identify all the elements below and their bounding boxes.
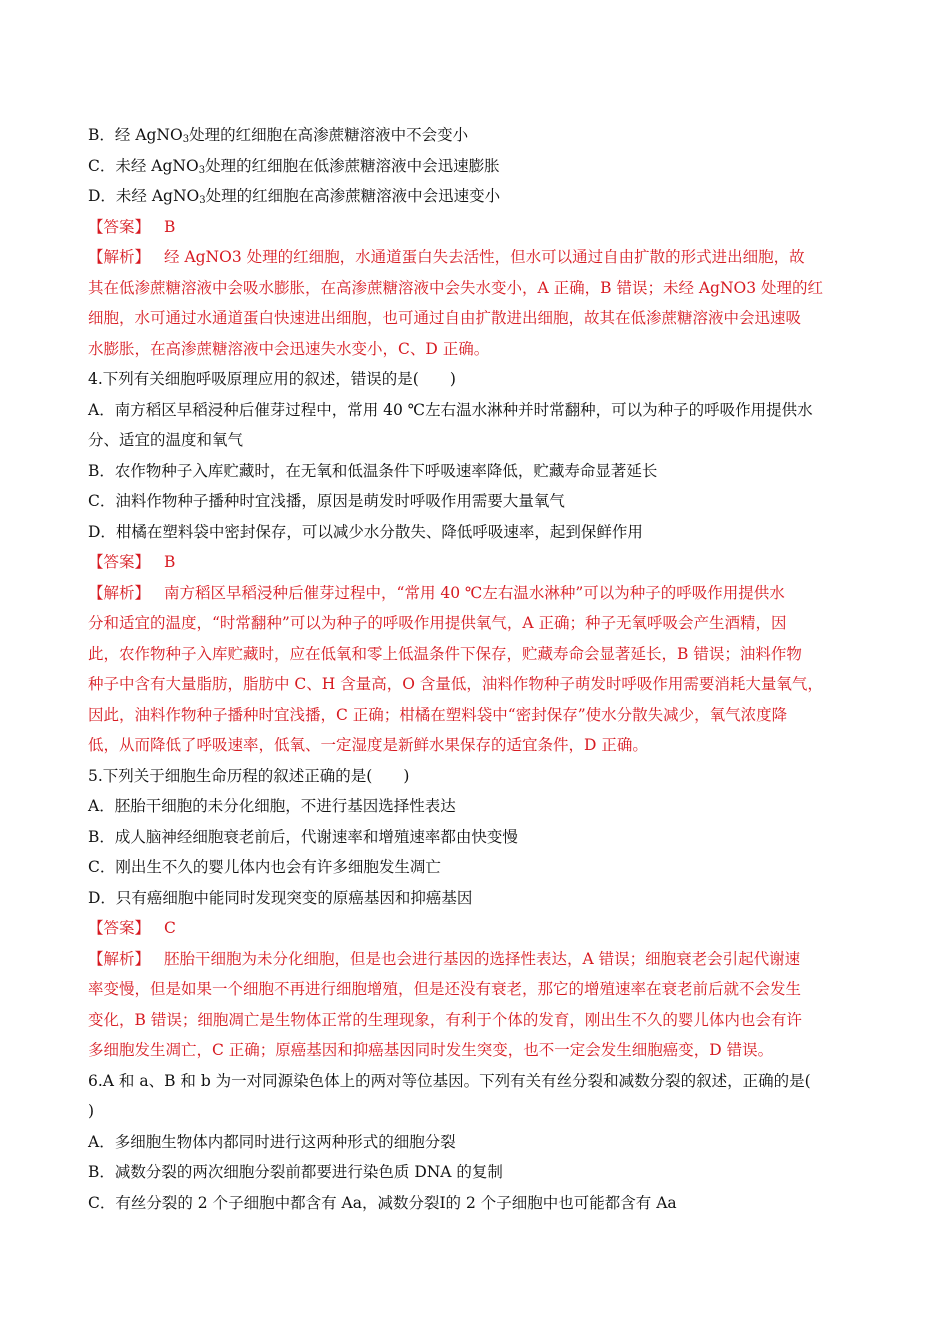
q4-answer — [88, 547, 868, 578]
q6-option-c: C．有丝分裂的 2 个子细胞中都含有 Aa，减数分裂Ⅰ的 2 个子细胞中也可能都含有 Aa — [88, 1193, 677, 1212]
q4-option-d: D．柑橘在塑料袋中密封保存，可以减少水分散失、降低呼吸速率，起到保鲜作用 — [88, 522, 643, 541]
q6-option-a: A．多细胞生物体内都同时进行这两种形式的细胞分裂 — [88, 1132, 456, 1151]
q4-analysis-line-4: 种子中含有大量脂肪，脂肪中 C、H 含量高，O 含量低，油料作物种子萌发时呼吸作用需要消耗大量氧气， — [88, 675, 823, 693]
q4-option-a-line-1: A．南方稻区早稻浸种后催芽过程中，常用 40 ℃左右温水淋种并时常翻种，可以为种子的呼吸作用提供水 — [88, 400, 813, 419]
answer-value: B — [164, 217, 176, 236]
q3-analysis-line-1: 【解析】 经 AgNO3 处理的红细胞，水通道蛋白失去活性，但水可以通过自由扩散的形式进出细胞，故 — [88, 248, 805, 266]
answer-label: 【答案】 — [88, 217, 151, 236]
q3-option-d: D．未经 AgNO$_3$处理的红细胞在高渗蔗糖溶液中会迅速变小 — [88, 187, 501, 206]
q5-analysis-line-3: 变化，B 错误；细胞凋亡是生物体正常的生理现象，有利于个体的发育，刚出生不久的婴儿体内也会有许 — [88, 1010, 802, 1029]
q4-analysis-line-6: 低，从而降低了呼吸速率，低氧、一定湿度是新鲜水果保存的适宜条件，D 正确。 — [88, 736, 648, 754]
q4-stem: 4.下列有关细胞呼吸原理应用的叙述，错误的是( ) — [88, 370, 456, 388]
analysis-label: 【解析】 — [88, 248, 151, 266]
q4-analysis-line-2: 分和适宜的温度，“时常翻种”可以为种子的呼吸作用提供氧气，A 正确；种子无氧呼吸会产生酒精，因 — [88, 614, 787, 632]
document-page — [88, 120, 868, 1218]
q3-option-b: B．经 AgNO$_3$处理的红细胞在高渗蔗糖溶液中不会变小 — [88, 126, 469, 145]
q4-analysis-line-3: 此，农作物种子入库贮藏时，应在低氧和零上低温条件下保存，贮藏寿命会显著延长，B 错误；油料作物 — [88, 644, 802, 663]
q3-answer — [88, 212, 868, 243]
q5-option-b: B．成人脑神经细胞衰老前后，代谢速率和增殖速率都由快变慢 — [88, 827, 518, 846]
q4-option-c: C．油料作物种子播种时宜浅播，原因是萌发时呼吸作用需要大量氧气 — [88, 492, 565, 510]
q6-stem-line-2: ) — [88, 1102, 95, 1120]
q4-analysis-line-1: 【解析】 南方稻区早稻浸种后催芽过程中，“常用 40 ℃左右温水淋种”可以为种子的呼吸作用提供水 — [88, 583, 785, 602]
q5-analysis-line-4: 多细胞发生凋亡，C 正确；原癌基因和抑癌基因同时发生突变，也不一定会发生细胞癌变，D 错误。 — [88, 1041, 774, 1059]
answer-value: B — [164, 553, 176, 571]
q5-analysis-line-1: 【解析】 胚胎干细胞为未分化细胞，但是也会进行基因的选择性表达，A 错误；细胞衰老会引起代谢速 — [88, 949, 801, 968]
analysis-label: 【解析】 — [88, 583, 151, 602]
q4-option-a-line-2: 分、适宜的温度和氧气 — [88, 431, 244, 449]
q6-option-b: B．减数分裂的两次细胞分裂前都要进行染色质 DNA 的复制 — [88, 1163, 503, 1181]
q3-option-c: C．未经 AgNO$_3$处理的红细胞在低渗蔗糖溶液中会迅速膨胀 — [88, 156, 500, 176]
q4-analysis-line-5: 因此，油料作物种子播种时宜浅播，C 正确；柑橘在塑料袋中“密封保存”使水分散失减少，氧气浓度降 — [88, 705, 788, 724]
q3-analysis-line-4: 水膨胀，在高渗蔗糖溶液中会迅速失水变小，C、D 正确。 — [88, 339, 490, 358]
q5-analysis-line-2: 率变慢，但是如果一个细胞不再进行细胞增殖，但是还没有衰老，那它的增殖速率在衰老前后就不会发生 — [88, 980, 802, 998]
q5-stem: 5.下列关于细胞生命历程的叙述正确的是( ) — [88, 766, 410, 785]
analysis-label: 【解析】 — [88, 949, 151, 968]
answer-label: 【答案】 — [88, 919, 151, 937]
q3-analysis-line-2: 其在低渗蔗糖溶液中会吸水膨胀，在高渗蔗糖溶液中会失水变小，A 正确，B 错误；未经 AgNO3 处理的红 — [88, 278, 824, 297]
answer-value: C — [164, 919, 176, 937]
q3-analysis-line-3: 细胞，水可通过水通道蛋白快速进出细胞，也可通过自由扩散进出细胞，故其在低渗蔗糖溶液中会迅速吸 — [88, 309, 802, 327]
q4-option-b: B．农作物种子入库贮藏时，在无氧和低温条件下呼吸速率降低，贮藏寿命显著延长 — [88, 461, 658, 480]
q5-option-d: D．只有癌细胞中能同时发现突变的原癌基因和抑癌基因 — [88, 888, 473, 907]
q5-option-a: A．胚胎干细胞的未分化细胞，不进行基因选择性表达 — [88, 797, 456, 815]
q6-stem-line-1: 6.A 和 a、B 和 b 为一对同源染色体上的两对等位基因。下列有关有丝分裂和减数分裂的叙述，正确的是( — [88, 1071, 811, 1090]
q5-option-c: C．刚出生不久的婴儿体内也会有许多细胞发生凋亡 — [88, 858, 441, 876]
q5-answer — [88, 913, 868, 944]
answer-label: 【答案】 — [88, 553, 151, 571]
